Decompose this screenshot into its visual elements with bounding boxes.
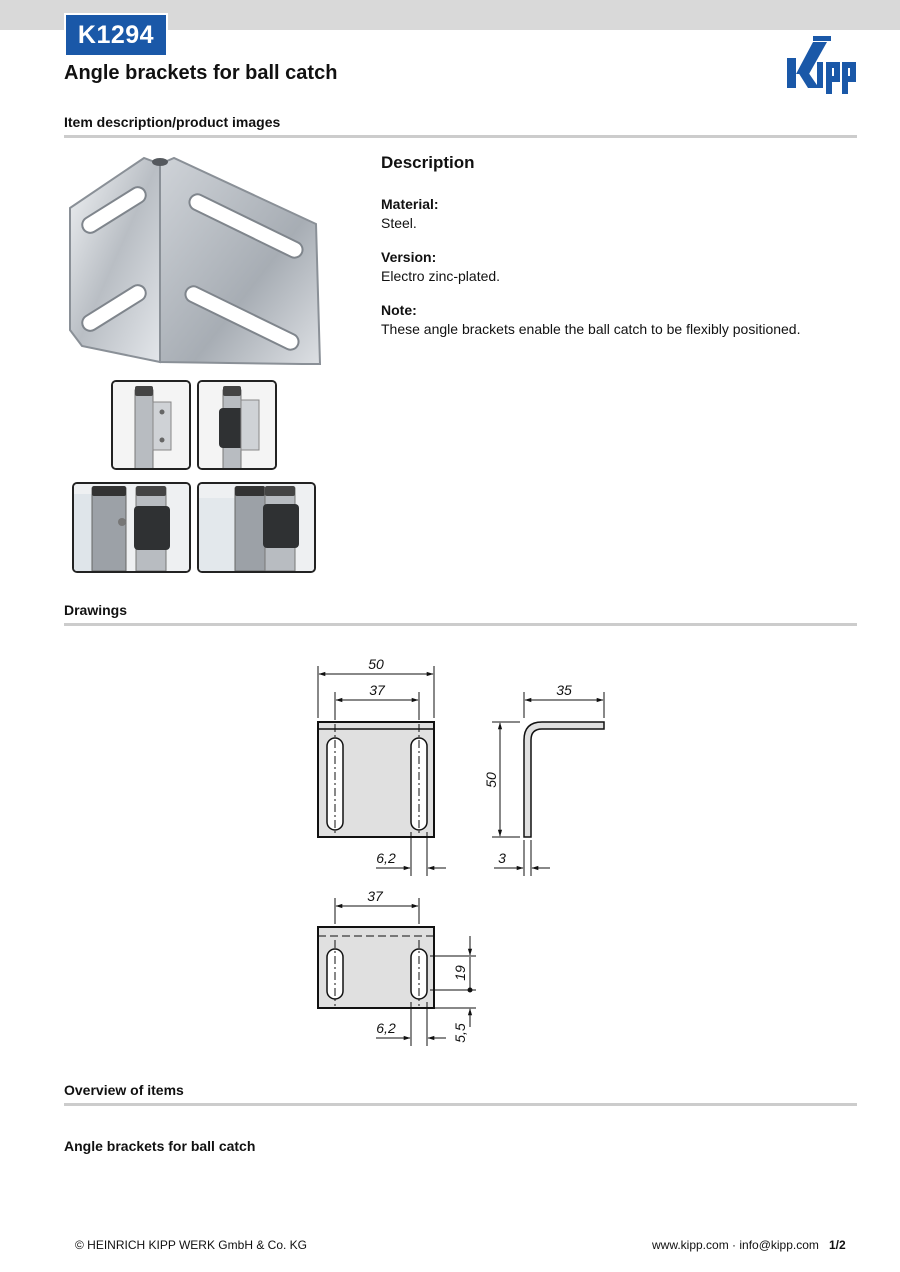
section-heading-item-description: Item description/product images bbox=[64, 114, 281, 130]
mounting-photo-1 bbox=[111, 380, 191, 470]
technical-drawing bbox=[280, 640, 620, 1060]
section-heading-drawings: Drawings bbox=[64, 602, 128, 618]
overview-item-title: Angle brackets for ball catch bbox=[64, 1138, 256, 1154]
dim-side-leg: 35 bbox=[556, 682, 572, 698]
mounting-photo-3 bbox=[72, 482, 191, 573]
note-block bbox=[381, 301, 851, 339]
version-label: Version: bbox=[381, 249, 437, 265]
dim-side-height: 50 bbox=[483, 772, 499, 788]
kipp-logo bbox=[783, 36, 859, 94]
section-divider bbox=[64, 1103, 857, 1106]
mounting-photo-2 bbox=[197, 380, 277, 470]
product-code-badge: K1294 bbox=[64, 13, 168, 57]
dim-edge-offset: 5,5 bbox=[452, 1023, 468, 1043]
dim-slot-length: 19 bbox=[452, 965, 468, 981]
material-block bbox=[381, 195, 851, 233]
mounting-photo-4 bbox=[197, 482, 316, 573]
section-heading-overview: Overview of items bbox=[64, 1082, 184, 1098]
note-label: Note: bbox=[381, 302, 417, 318]
footer-copyright: © HEINRICH KIPP WERK GmbH & Co. KG bbox=[75, 1238, 307, 1252]
material-value: Steel. bbox=[381, 215, 417, 231]
dim-front-width: 50 bbox=[368, 656, 384, 672]
page-title: Angle brackets for ball catch bbox=[64, 62, 338, 84]
section-divider bbox=[64, 135, 857, 138]
dim-slot-width: 6,2 bbox=[376, 850, 396, 866]
version-block bbox=[381, 248, 851, 286]
dim-top-slot-spacing: 37 bbox=[367, 888, 383, 904]
footer-contact: www.kipp.com · info@kipp.com bbox=[652, 1238, 819, 1252]
page-number: 1/2 bbox=[829, 1238, 846, 1252]
dim-thickness: 3 bbox=[498, 850, 506, 866]
material-label: Material: bbox=[381, 196, 439, 212]
section-divider bbox=[64, 623, 857, 626]
version-value: Electro zinc-plated. bbox=[381, 268, 501, 284]
dim-bottom-slot-width: 6,2 bbox=[376, 1020, 396, 1036]
description-heading: Description bbox=[381, 153, 475, 172]
note-value: These angle brackets enable the ball catch to be flexibly positioned. bbox=[381, 321, 801, 337]
bracket-product-photo bbox=[64, 150, 322, 368]
dim-slot-spacing: 37 bbox=[369, 682, 385, 698]
